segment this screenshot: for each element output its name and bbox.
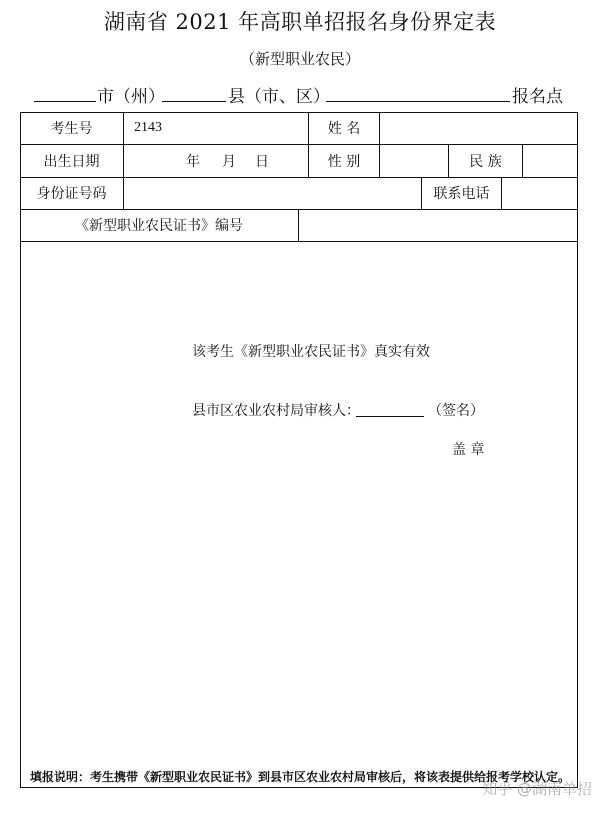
exam-no-label: 考生号	[50, 121, 93, 137]
document-subtitle: （新型职业农民）	[239, 50, 360, 68]
year-label: 年	[186, 153, 200, 170]
reviewer-signature-blank[interactable]	[356, 416, 424, 417]
exam-no-field[interactable]: 2143	[134, 120, 162, 135]
certificate-number-label: 《新型职业农民证书》编号	[75, 218, 243, 234]
phone-field[interactable]	[502, 177, 578, 209]
certificate-number-field[interactable]	[299, 209, 578, 241]
day-label: 日	[255, 153, 269, 170]
ethnicity-field[interactable]	[523, 144, 578, 177]
ethnicity-label: 民 族	[469, 153, 502, 170]
watermark: 知乎 @湖南单招	[482, 780, 592, 798]
county-blank[interactable]	[162, 101, 226, 102]
reviewer-label: 县市区农业农村局审核人：	[192, 403, 360, 419]
verification-statement: 该考生《新型职业农民证书》真实有效	[192, 344, 430, 360]
county-label: 县（市、区）	[228, 87, 330, 107]
city-label: 市（州）	[97, 87, 165, 107]
gender-label: 性 别	[327, 153, 361, 170]
month-label: 月	[222, 153, 236, 170]
id-number-label: 身份证号码	[36, 186, 107, 202]
document-title: 湖南省 2021 年高职单招报名身份界定表	[103, 10, 497, 34]
gender-field[interactable]	[380, 144, 448, 177]
row-divider	[20, 241, 578, 242]
id-number-field[interactable]	[124, 177, 421, 209]
name-field[interactable]	[380, 112, 578, 144]
instruction-note: 填报说明：考生携带《新型职业农民证书》到县市区农业农村局审核后，将该表提供给报考学校认定。	[30, 770, 571, 784]
site-label: 报名点	[512, 87, 563, 107]
phone-label: 联系电话	[433, 186, 490, 202]
sign-label: （签名）	[428, 403, 484, 419]
city-blank[interactable]	[34, 101, 96, 102]
birth-label: 出生日期	[43, 153, 100, 170]
seal-label: 盖 章	[452, 442, 485, 458]
site-blank[interactable]	[326, 101, 510, 102]
name-label: 姓 名	[327, 121, 361, 137]
birth-field[interactable]	[124, 144, 308, 177]
